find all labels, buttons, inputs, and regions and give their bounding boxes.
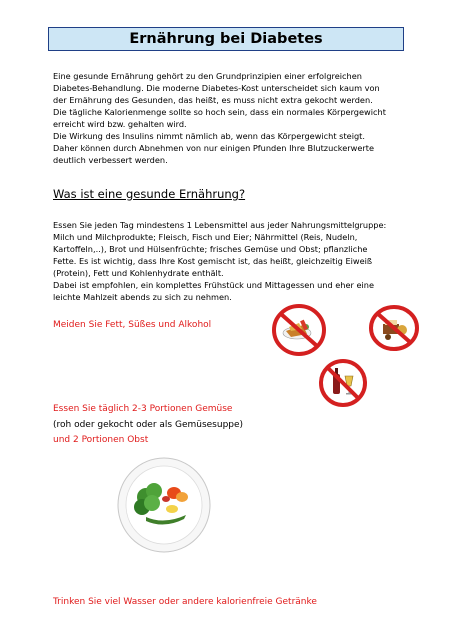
no-alcohol-icon	[318, 358, 368, 408]
no-sweets-icon	[368, 304, 420, 352]
tip-water: Trinken Sie viel Wasser oder andere kalorienfreie Getränke	[53, 597, 317, 607]
section-heading: Was ist eine gesunde Ernährung?	[53, 187, 246, 201]
section-line: Kartoffeln,..), Brot und Hülsenfrüchte; frisches Gemüse und Obst; pflanzliche	[53, 244, 368, 254]
tip-fruit: und 2 Portionen Obst	[53, 435, 149, 445]
tip-avoid: Meiden Sie Fett, Süßes und Alkohol	[53, 320, 212, 330]
section-line: leichte Mahlzeit abends zu sich zu nehmen.	[53, 292, 232, 302]
section-line: Milch und Milchprodukte; Fleisch, Fisch und Eier; Nährmittel (Reis, Nudeln,	[53, 232, 358, 242]
vegetable-plate-image	[116, 455, 212, 555]
section-paragraph	[53, 219, 403, 303]
page-title: Ernährung bei Diabetes	[48, 27, 404, 51]
intro-line: Die tägliche Kalorienmenge sollte so hoch sein, dass ein normales Körpergewicht	[53, 107, 386, 117]
intro-line: Daher können durch Abnehmen von nur einigen Pfunden Ihre Blutzuckerwerte	[53, 143, 374, 153]
tip-vegetables: Essen Sie täglich 2-3 Portionen Gemüse	[53, 404, 233, 414]
intro-line: deutlich verbessert werden.	[53, 155, 168, 165]
section-line: Dabei ist empfohlen, ein komplettes Frühstück und Mittagessen und eher eine	[53, 280, 375, 290]
tip-vegetables-note: (roh oder gekocht oder als Gemüsesuppe)	[53, 420, 244, 430]
intro-line: der Ernährung des Gesunden, das heißt, es muss nicht extra gekocht werden.	[53, 95, 373, 105]
no-fatty-food-icon	[271, 303, 327, 357]
intro-line: Diabetes-Behandlung. Die moderne Diabetes-Kost unterscheidet sich kaum von	[53, 83, 380, 93]
section-line: (Protein), Fett und Kohlenhydrate enthält.	[53, 268, 224, 278]
section-line: Fette. Es ist wichtig, dass Ihre Kost gemischt ist, das heißt, gleichzeitig Eiweiß	[53, 256, 373, 266]
section-line: Essen Sie jeden Tag mindestens 1 Lebensmittel aus jeder Nahrungsmittelgruppe:	[53, 220, 387, 230]
intro-line: Die Wirkung des Insulins nimmt nämlich ab, wenn das Körpergewicht steigt.	[53, 131, 365, 141]
intro-paragraph	[53, 70, 398, 166]
intro-line: erreicht wird bzw. gehalten wird.	[53, 119, 187, 129]
intro-line: Eine gesunde Ernährung gehört zu den Grundprinzipien einer erfolgreichen	[53, 71, 362, 81]
